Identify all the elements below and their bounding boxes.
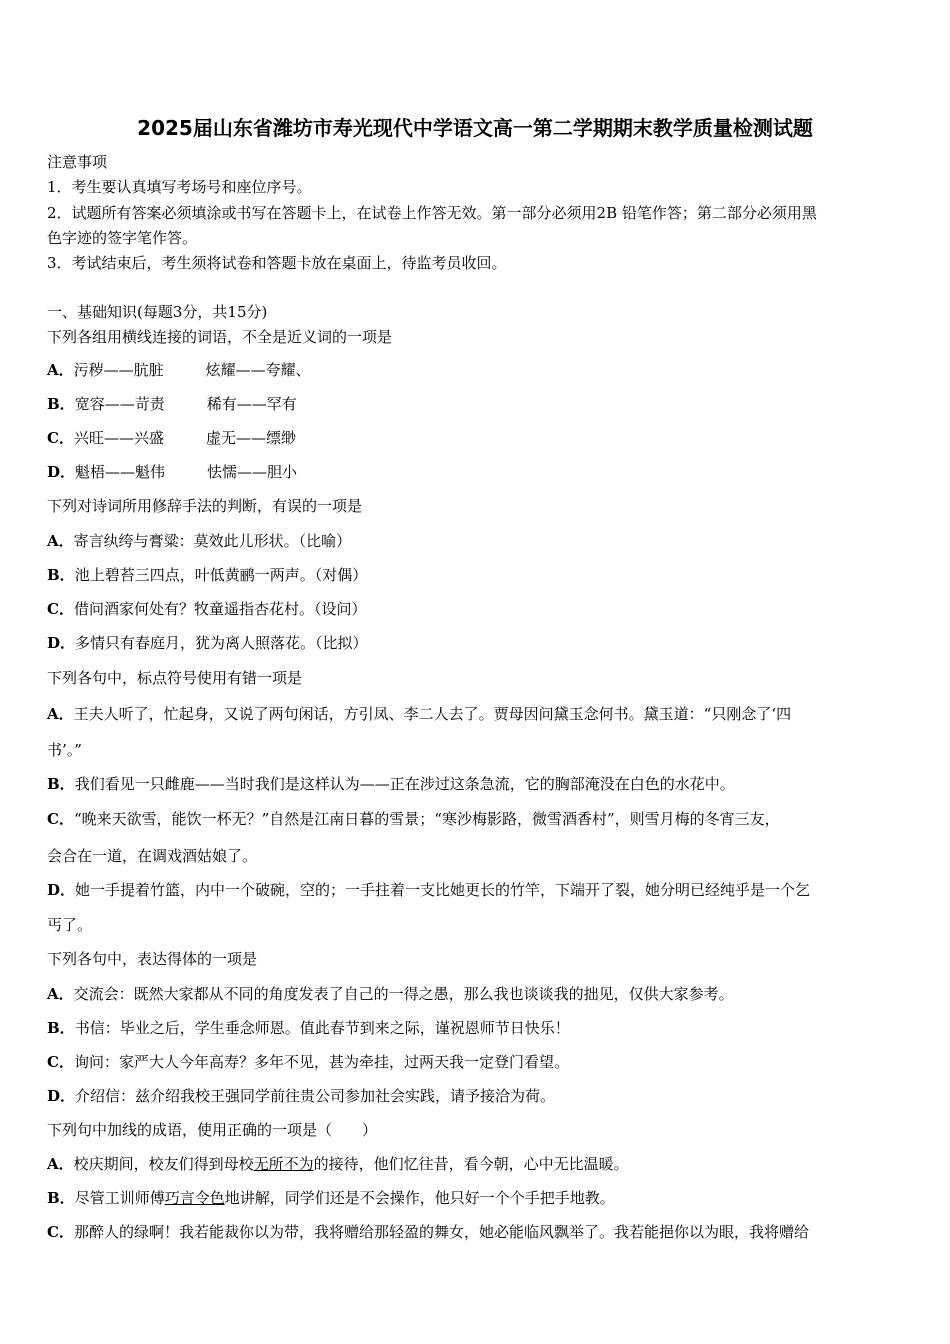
option-d [47,880,907,900]
option-a-cont: 书’。” [47,741,82,759]
option-a [47,704,907,724]
option-text: 地讲解，同学们还是不会操作，他只好一个个手把手地教。 [224,1189,615,1207]
option-text: 王夫人听了，忙起身，又说了两句闲话，方引凤、李二人去了。贾母因问黛玉念何书。黛玉道：“只刚念了‘四 [73,705,792,723]
option-pair: 炫耀——夸耀、 [205,361,311,379]
option-text: 池上碧苔三四点，叶低黄鹂一两声。（对偶） [74,566,368,584]
option-d-cont: 丐了。 [47,916,93,934]
option-label: A． [47,532,74,550]
option-label: A． [47,1155,74,1173]
option-text: 询问：家严大人今年高寿？多年不见，甚为牵挂，过两天我一定登门看望。 [73,1053,569,1071]
underlined-idiom: 无所不为 [253,1155,314,1173]
question-stem: 下列各句中，表达得体的一项是 [47,950,258,968]
option-label: D． [47,881,76,899]
option-label: A． [47,705,74,723]
option-pair: 宽容——苛责 [74,395,165,413]
option-text: 校庆期间，校友们得到母校 [73,1155,254,1173]
option-text: 书信：毕业之后，学生垂念师恩。值此春节到来之际，谨祝恩师节日快乐！ [74,1019,570,1037]
option-c [47,1052,907,1072]
option-pair: 兴旺——兴盛 [73,429,164,447]
option-text: 寄言纨绔与膏粱：莫效此儿形状。（比喻） [73,532,352,550]
option-label: A． [47,361,74,379]
option-text: 介绍信：兹介绍我校王强同学前往贵公司参加社会实践，请予接洽为荷。 [75,1087,556,1105]
option-label: D． [47,1087,76,1105]
option-label: B． [47,775,75,793]
question-stem: 下列各句中，标点符号使用有错一项是 [47,669,303,687]
notice-item: 色字迹的签字笔作答。 [47,229,198,247]
option-label: B． [47,1189,75,1207]
option-pair: 污秽——肮脏 [73,361,164,379]
option-label: C． [47,1223,74,1241]
option-d [47,1086,907,1106]
question-stem: 下列对诗词所用修辞手法的判断，有误的一项是 [47,497,363,515]
notice-heading: 注意事项 [47,153,108,171]
option-text: 的接待，他们忆往昔，看今朝，心中无比温暖。 [313,1155,629,1173]
option-a [47,531,907,551]
option-c [47,599,907,619]
option-label: B． [47,395,75,413]
option-label: B． [47,566,75,584]
option-label: B． [47,1019,75,1037]
option-label: C． [47,600,74,618]
option-c-cont: 会合在一道，在调戏酒姑娘了。 [47,847,258,865]
option-text: 她一手提着竹篮，内中一个破碗，空的；一手拄着一支比她更长的竹竿，下端开了裂，她分明已经纯乎是一个乞 [75,881,811,899]
option-a [47,984,907,1004]
option-b [47,394,907,414]
option-c [47,1222,907,1242]
option-pair: 魁梧——魁伟 [75,463,166,481]
option-label: C． [47,429,74,447]
option-label: A． [47,985,74,1003]
section-heading: 一、基础知识(每题3分，共15分) [47,303,268,321]
option-label: D． [47,463,76,481]
option-d [47,633,907,653]
notice-item: 1．考生要认真填写考场号和座位序号。 [47,178,312,196]
option-label: C． [47,1053,74,1071]
question-stem: 下列句中加线的成语，使用正确的一项是（ ） [47,1121,378,1139]
option-text: 那醉人的绿啊！我若能裁你以为带，我将赠给那轻盈的舞女，她必能临风飘举了。我若能挹你以为眼，我将赠给 [73,1223,809,1241]
notice-item: 3．考试结束后，考生须将试卷和答题卡放在桌面上，待监考员收回。 [47,254,507,272]
underlined-idiom: 巧言令色 [164,1189,225,1207]
option-text: 借问酒家何处有？牧童遥指杏花村。（设问） [73,600,367,618]
option-label: D． [47,634,76,652]
option-pair: 虚无——缥缈 [205,429,296,447]
option-b [47,565,907,585]
option-a [47,1154,907,1174]
option-b [47,1018,907,1038]
option-c [47,428,907,448]
question-stem: 下列各组用横线连接的词语，不全是近义词的一项是 [47,328,393,346]
option-text: “晚来天欲雪，能饮一杯无？”自然是江南日暮的雪景；“寒沙梅影路，微雪酒香村”，则雪月梅的冬宵三友， [73,810,780,828]
option-d [47,462,907,482]
option-b [47,1188,907,1208]
exam-title: 2025届山东省潍坊市寿光现代中学语文高一第二学期期末教学质量检测试题 [137,116,813,140]
option-text: 交流会：既然大家都从不同的角度发表了自己的一得之愚，那么我也谈谈我的拙见，仅供大家参考。 [73,985,734,1003]
option-pair: 怯懦——胆小 [207,463,298,481]
option-text: 多情只有春庭月，犹为离人照落花。（比拟） [75,634,368,652]
option-a [47,360,907,380]
option-text: 尽管工训师傅 [74,1189,165,1207]
option-text: 我们看见一只雌鹿——当时我们是这样认为——正在涉过这条急流，它的胸部淹没在白色的水花中。 [74,775,735,793]
notice-item: 2．试题所有答案必须填涂或书写在答题卡上，在试卷上作答无效。第一部分必须用2B 铅笔作答；第二部分必须用黑 [47,204,817,222]
option-pair: 稀有——罕有 [206,395,297,413]
option-b [47,774,907,794]
option-label: C． [47,810,74,828]
option-c [47,809,907,829]
